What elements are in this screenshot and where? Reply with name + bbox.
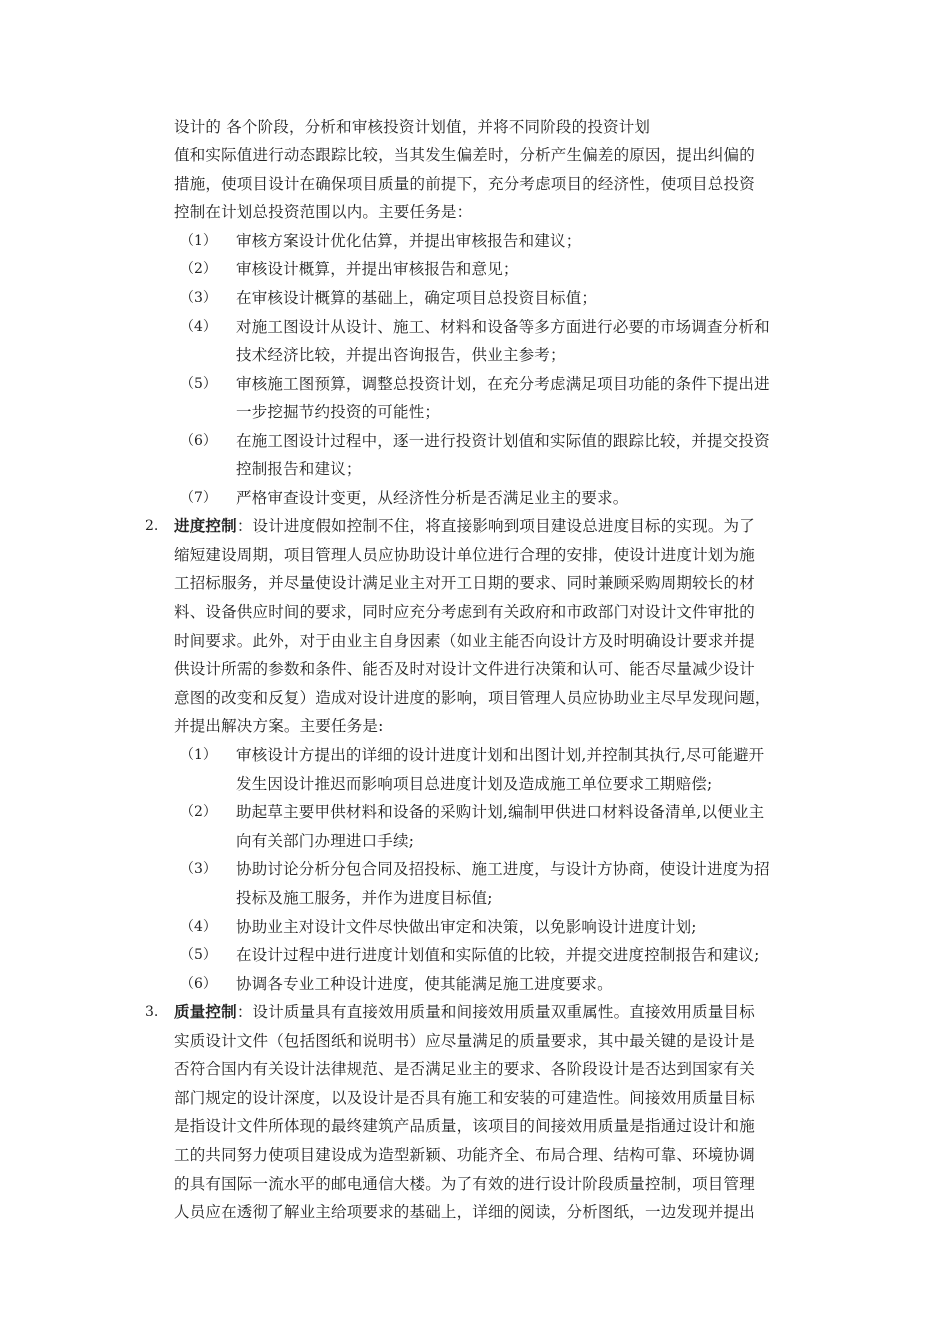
list-item: 审核施工图预算，调整总投资计划，在充分考虑满足项目功能的条件下提出进 — [236, 375, 770, 393]
list-number: （4） — [180, 319, 217, 335]
paragraph-line: 实质设计文件（包括图纸和说明书）应尽量满足的质量要求，其中最关键的是设计是 — [174, 1032, 755, 1050]
paragraph-line: 工招标服务，并尽量使设计满足业主对开工日期的要求、同时兼顾采购周期较长的材 — [174, 574, 755, 592]
section-heading: 质量控制 — [174, 1002, 237, 1021]
section-number: 3. — [145, 1004, 159, 1020]
paragraph-line: 设计的 各个阶段，分析和审核投资计划值，并将不同阶段的投资计划 — [174, 118, 651, 136]
paragraph-line: 料、设备供应时间的要求，同时应充分考虑到有关政府和市政部门对设计文件审批的 — [174, 603, 755, 621]
section-heading: 进度控制 — [174, 516, 237, 535]
list-number: （2） — [180, 261, 217, 277]
paragraph-line: 控制在计划总投资范围以内。主要任务是： — [174, 203, 473, 221]
list-item: 在审核设计概算的基础上，确定项目总投资目标值； — [236, 289, 598, 307]
list-number: （1） — [180, 233, 217, 249]
paragraph-line: 意图的改变和反复）造成对设计进度的影响，项目管理人员应协助业主尽早发现问题， — [174, 689, 771, 707]
list-number: （6） — [180, 976, 217, 992]
list-item-cont: 发生因设计推迟而影响项目总进度计划及造成施工单位要求工期赔偿; — [236, 775, 713, 793]
paragraph-line: 并提出解决方案。主要任务是: — [174, 717, 384, 735]
paragraph-line: 部门规定的设计深度，以及设计是否具有施工和安装的可建造性。间接效用质量目标 — [174, 1089, 755, 1107]
list-number: （1） — [180, 747, 217, 763]
list-item: 在设计过程中进行进度计划值和实际值的比较，并提交进度控制报告和建议; — [236, 946, 760, 964]
paragraph-line: 人员应在透彻了解业主给项要求的基础上，详细的阅读，分析图纸，一边发现并提出 — [174, 1203, 755, 1221]
list-item: 审核设计方提出的详细的设计进度计划和出图计划,并控制其执行,尽可能避开 — [236, 746, 765, 764]
list-item-cont: 控制报告和建议； — [236, 460, 362, 478]
list-item: 协助业主对设计文件尽快做出审定和决策，以免影响设计进度计划; — [236, 918, 697, 936]
list-item: 审核设计概算，并提出审核报告和意见； — [236, 260, 519, 278]
paragraph-line: 时间要求。此外，对于由业主自身因素（如业主能否向设计方及时明确设计要求并提 — [174, 632, 755, 650]
list-number: （5） — [180, 947, 217, 963]
list-item: 对施工图设计从设计、施工、材料和设备等多方面进行必要的市场调查分析和 — [236, 318, 770, 336]
list-item: 助起草主要甲供材料和设备的采购计划,编制甲供进口材料设备清单,以便业主 — [236, 803, 765, 821]
list-number: （6） — [180, 433, 217, 449]
list-number: （3） — [180, 290, 217, 306]
list-number: （4） — [180, 919, 217, 935]
list-item: 协调各专业工种设计进度，使其能满足施工进度要求。 — [236, 975, 613, 993]
paragraph-line: 否符合国内有关设计法律规范、是否满足业主的要求、各阶段设计是否达到国家有关 — [174, 1060, 755, 1078]
list-number: （5） — [180, 376, 217, 392]
section-first-line — [174, 1002, 755, 1022]
paragraph-line: 的具有国际一流水平的邮电通信大楼。为了有效的进行设计阶段质量控制，项目管理 — [174, 1175, 755, 1193]
paragraph-line: 是指设计文件所体现的最终建筑产品质量，该项目的间接效用质量是指通过设计和施 — [174, 1117, 755, 1135]
list-item-cont: 技术经济比较，并提出咨询报告，供业主参考； — [236, 346, 566, 364]
list-item: 审核方案设计优化估算，并提出审核报告和建议； — [236, 232, 582, 250]
list-item: 严格审查设计变更，从经济性分析是否满足业主的要求。 — [236, 489, 629, 507]
section-first-line-text: ：设计质量具有直接效用质量和间接效用质量双重属性。直接效用质量目标 — [236, 1003, 755, 1021]
section-first-line-text: ：设计进度假如控制不住，将直接影响到项目建设总进度目标的实现。为了 — [236, 517, 755, 535]
list-number: （3） — [180, 861, 217, 877]
list-item: 协助讨论分析分包合同及招投标、施工进度，与设计方协商，使设计进度为招 — [236, 860, 770, 878]
list-number: （2） — [180, 804, 217, 820]
list-item-cont: 向有关部门办理进口手续; — [236, 832, 415, 850]
list-item: 在施工图设计过程中，逐一进行投资计划值和实际值的跟踪比较，并提交投资 — [236, 432, 770, 450]
paragraph-line: 缩短建设周期，项目管理人员应协助设计单位进行合理的安排，使设计进度计划为施 — [174, 546, 755, 564]
list-item-cont: 投标及施工服务，并作为进度目标值; — [236, 889, 493, 907]
section-number: 2. — [145, 518, 159, 534]
paragraph-line: 值和实际值进行动态跟踪比较，当其发生偏差时，分析产生偏差的原因，提出纠偏的 — [174, 146, 755, 164]
paragraph-line: 措施，使项目设计在确保项目质量的前提下，充分考虑项目的经济性，使项目总投资 — [174, 175, 755, 193]
section-first-line — [174, 516, 755, 536]
paragraph-line: 工的共同努力使项目建设成为造型新颖、功能齐全、布局合理、结构可靠、环境协调 — [174, 1146, 755, 1164]
list-item-cont: 一步挖掘节约投资的可能性； — [236, 403, 441, 421]
paragraph-line: 供设计所需的参数和条件、能否及时对设计文件进行决策和认可、能否尽量减少设计 — [174, 660, 755, 678]
list-number: （7） — [180, 490, 217, 506]
